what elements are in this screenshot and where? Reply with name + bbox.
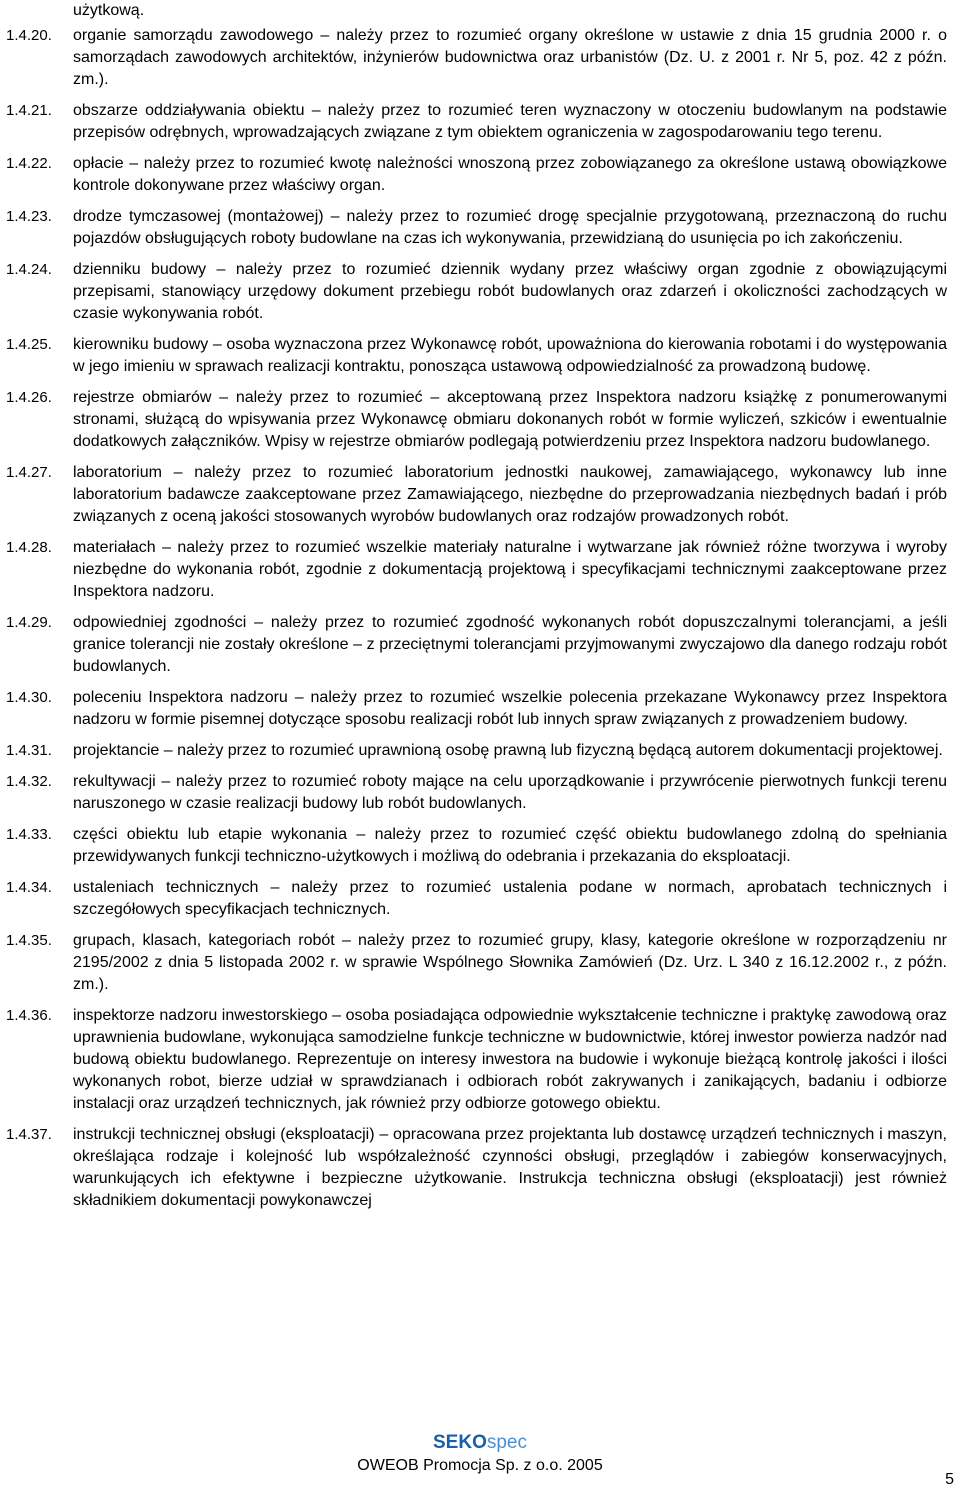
definition-text: części obiektu lub etapie wykonania – należy przez to rozumieć część obiektu budowlanego zdolną do spełniania przewidywanych funkcji techniczno-użytkowych i możliwą do odebrania i przekazania do eksploatacji. — [73, 826, 947, 865]
definition-number: 1.4.37. — [6, 1126, 52, 1143]
definition-text: dzienniku budowy – należy przez to rozumieć dziennik wydany przez właściwy organ zgodnie z obowiązującymi przepisami, stanowiący urzędowy dokument przebiegu robót budowlanych oraz zdarzeń i okoliczności zachodzących w czasie wykonywania robót. — [73, 261, 947, 322]
definition-item — [0, 740, 960, 762]
definition-item — [0, 206, 960, 250]
definition-item — [0, 687, 960, 731]
definition-text: ustaleniach technicznych – należy przez to rozumieć ustalenia podane w normach, aprobatach technicznych i szczegółowych specyfikacjach technicznych. — [73, 879, 947, 918]
definition-text: organie samorządu zawodowego – należy przez to rozumieć organy określone w ustawie z dnia 15 grudnia 2000 r. o samorządach zawodowych architektów, inżynierów budownictwa oraz urbanistów (Dz. U. z 2001 r. Nr 5, poz. 42 z późn. zm.). — [73, 27, 947, 88]
definition-text: opłacie – należy przez to rozumieć kwotę należności wnoszoną przez zobowiązanego za określone ustawą obowiązkowe kontrole dokonywane przez właściwy organ. — [73, 155, 947, 194]
definition-item — [0, 612, 960, 678]
page-footer — [0, 1432, 960, 1476]
definition-number: 1.4.25. — [6, 336, 52, 353]
definition-number: 1.4.30. — [6, 689, 52, 706]
definition-number: 1.4.33. — [6, 826, 52, 843]
definition-text: inspektorze nadzoru inwestorskiego – osoba posiadająca odpowiednie wykształcenie techniczne i praktykę zawodową oraz uprawnienia budowlane, wykonująca samodzielne funkcje techniczne w budownictwie, której inwestor powierza nadzór nad budową obiektu budowlanego. Reprezentuje on interesy inwestora na budowie i wykonuje bieżącą kontrolę jakości i ilości wykonanych robot, bierze udział w sprawdzianach i odbiorach robót zakrywanych i zanikających, badaniu i odbiorze instalacji oraz urządzeń technicznych, jak również przy odbiorze gotowego obiektu. — [73, 1007, 947, 1112]
logo-part-seko: SEKO — [433, 1432, 487, 1453]
definition-item — [0, 930, 960, 996]
definition-number: 1.4.24. — [6, 261, 52, 278]
definition-number: 1.4.20. — [6, 27, 52, 44]
definition-text: odpowiedniej zgodności – należy przez to rozumieć zgodność wykonanych robót dopuszczalnymi tolerancjami, a jeśli granice tolerancji nie zostały określone – z przeciętnymi tolerancjami przyjmowanymi zwyczajowo dla danego rodzaju robót budowlanych. — [73, 614, 947, 675]
definition-item — [0, 25, 960, 91]
definition-number: 1.4.22. — [6, 155, 52, 172]
definition-text: rekultywacji – należy przez to rozumieć roboty mające na celu uporządkowanie i przywrócenie pierwotnych funkcji terenu naruszonego w czasie realizacji budowy lub robót budowlanych. — [73, 773, 947, 812]
definition-item — [0, 1124, 960, 1212]
definition-number: 1.4.28. — [6, 539, 52, 556]
definition-item — [0, 259, 960, 325]
sekospec-logo — [0, 1432, 960, 1454]
definition-item — [0, 462, 960, 528]
continued-text: użytkową. — [73, 2, 145, 19]
definition-item — [0, 771, 960, 815]
definition-text: poleceniu Inspektora nadzoru – należy przez to rozumieć wszelkie polecenia przekazane Wykonawcy przez Inspektora nadzoru w formie pisemnej dotyczące sposobu realizacji robót lub innych spraw związanych z prowadzeniem budowy. — [73, 689, 947, 728]
definition-text: grupach, klasach, kategoriach robót – należy przez to rozumieć grupy, klasy, kategorie określone w rozporządzeniu nr 2195/2002 z dnia 5 listopada 2002 r. w sprawie Wspólnego Słownika Zamówień (Dz. Urz. L 340 z 16.12.2002 r., z późn. zm.). — [73, 932, 947, 993]
definition-item — [0, 877, 960, 921]
definition-item — [0, 153, 960, 197]
definition-list — [0, 25, 960, 1212]
definition-text: rejestrze obmiarów – należy przez to rozumieć – akceptowaną przez Inspektora nadzoru książkę z ponumerowanymi stronami, służącą do wpisywania przez Wykonawcę obmiaru dokonanych robót w formie wyliczeń, szkiców i ewentualnie dodatkowych załączników. Wpisy w rejestrze obmiarów podlegają potwierdzeniu przez Inspektora nadzoru budowlanego. — [73, 389, 947, 450]
definition-text: projektancie – należy przez to rozumieć uprawnioną osobę prawną lub fizyczną będącą autorem dokumentacji projektowej. — [73, 742, 943, 759]
definition-item — [0, 1005, 960, 1115]
definition-number: 1.4.36. — [6, 1007, 52, 1024]
definition-item — [0, 100, 960, 144]
definition-number: 1.4.31. — [6, 742, 52, 759]
definition-number: 1.4.32. — [6, 773, 52, 790]
definition-number: 1.4.27. — [6, 464, 52, 481]
definition-item — [0, 334, 960, 378]
definition-number: 1.4.29. — [6, 614, 52, 631]
logo-part-spec: spec — [486, 1432, 527, 1453]
definition-number: 1.4.26. — [6, 389, 52, 406]
definition-text: materiałach – należy przez to rozumieć wszelkie materiały naturalne i wytwarzane jak również różne tworzywa i wyroby niezbędne do wykonania robót, zgodnie z dokumentacją projektową i specyfikacjami technicznymi zaakceptowane przez Inspektora nadzoru. — [73, 539, 947, 600]
definition-number: 1.4.23. — [6, 208, 52, 225]
definition-item — [0, 537, 960, 603]
definition-number: 1.4.34. — [6, 879, 52, 896]
definition-text: kierowniku budowy – osoba wyznaczona przez Wykonawcę robót, upoważniona do kierowania robotami i do występowania w jego imieniu w sprawach realizacji kontraktu, ponosząca ustawową odpowiedzialność za prowadzoną budowę. — [73, 336, 947, 375]
definition-text: laboratorium – należy przez to rozumieć laboratorium jednostki naukowej, zamawiającego, wykonawcy lub inne laboratorium badawcze zaakceptowane przez Zamawiającego, niezbędne do przeprowadzania niezbędnych badań i prób związanych z oceną jakości stosowanych wyrobów budowlanych oraz rodzajów prowadzonych robót. — [73, 464, 947, 525]
definition-text: obszarze oddziaływania obiektu – należy przez to rozumieć teren wyznaczony w otoczeniu budowlanym na podstawie przepisów odrębnych, wprowadzających związane z tym obiektem ograniczenia w zagospodarowaniu tego terenu. — [73, 102, 947, 141]
definition-text: drodze tymczasowej (montażowej) – należy przez to rozumieć drogę specjalnie przygotowaną, przeznaczoną do ruchu pojazdów obsługujących roboty budowlane na czas ich wykonywania, przewidzianą do usunięcia po ich zakończeniu. — [73, 208, 947, 247]
definition-text: instrukcji technicznej obsługi (eksploatacji) – opracowana przez projektanta lub dostawcę urządzeń technicznych i maszyn, określająca rodzaje i kolejność lub współzależność czynności obsługi, przeglądów i zabiegów konserwacyjnych, warunkujących ich efektywne i bezpieczne użytkowanie. Instrukcja techniczna obsługi (eksploatacji) jest również składnikiem dokumentacji powykonawczej — [73, 1126, 947, 1209]
definition-item — [0, 824, 960, 868]
page-number: 5 — [945, 1471, 954, 1488]
definition-number: 1.4.35. — [6, 932, 52, 949]
company-line: OWEOB Promocja Sp. z o.o. 2005 — [357, 1457, 603, 1474]
definition-number: 1.4.21. — [6, 102, 52, 119]
definition-item — [0, 387, 960, 453]
